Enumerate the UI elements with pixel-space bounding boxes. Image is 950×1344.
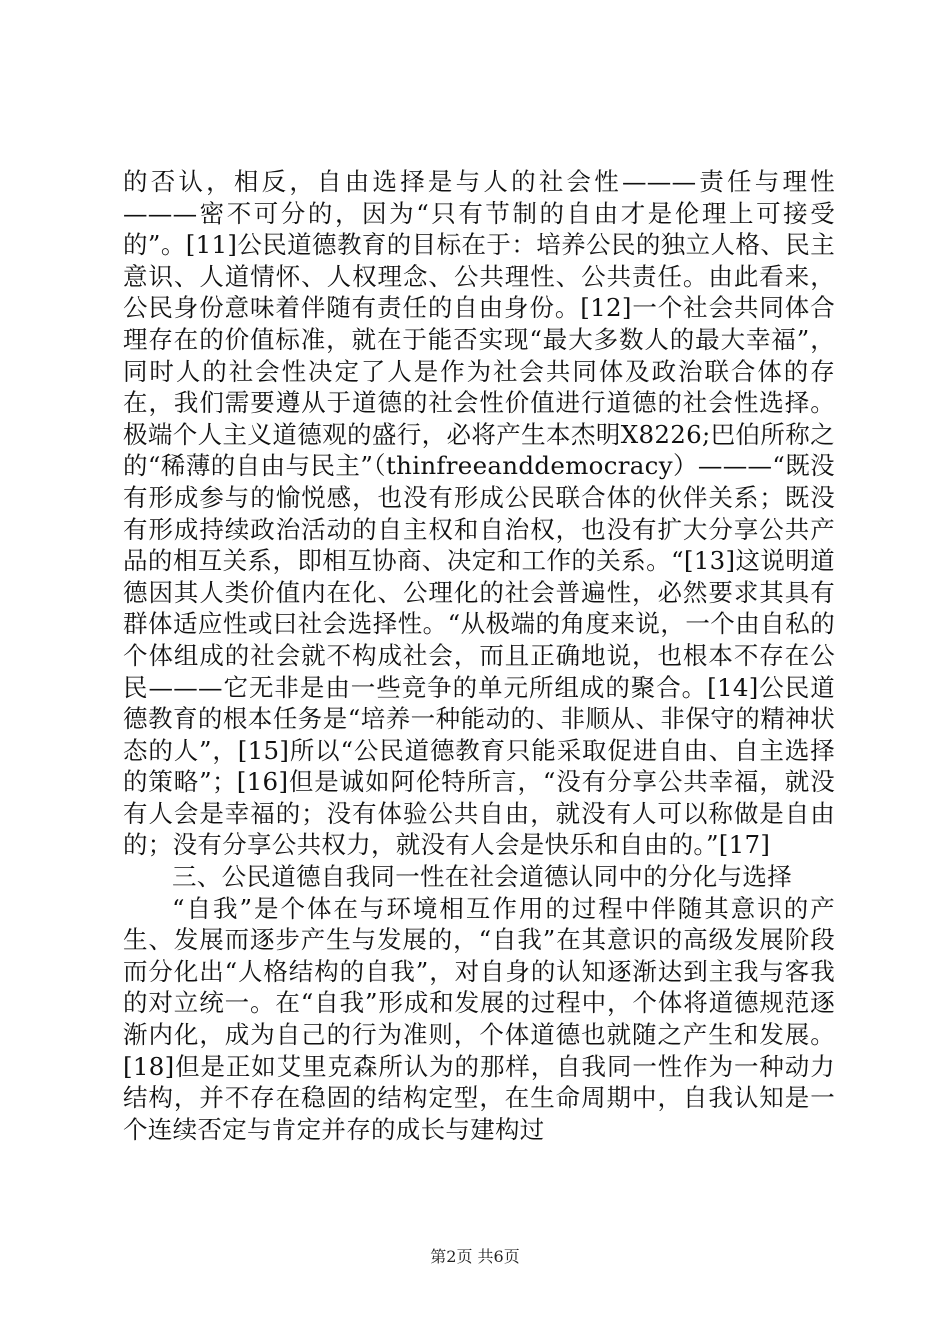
document-body bbox=[123, 166, 835, 1145]
section-heading: 三、公民道德自我同一性在社会道德认同中的分化与选择 bbox=[172, 862, 792, 892]
page-number-footer: 第2页 共6页 bbox=[430, 1247, 520, 1266]
paragraph-continued: 的否认，相反，自由选择是与人的社会性———责任与理性———密不可分的，因为“只有节制的自由才是伦理上可接受的”。[11]公民道德教育的目标在于：培养公民的独立人格、民主意识、人道情怀、人权理念、公共理性、公共责任。由此看来，公民身份意味着伴随有责任的自由身份。[12]一个社会共同体合理存在的价值标准，就在于能否实现“最大多数人的最大幸福”，同时人的社会性决定了人是作为社会共同体及政治联合体的存在，我们需要遵从于道德的社会性价值进行道德的社会性选择。极端个人主义道德观的盛行，必将产生本杰明X8226;巴伯所称之的“稀薄的自由与民主”（thinfreeanddemocracy）———“既没有形成参与的愉悦感，也没有形成公民联合体的伙伴关系；既没有形成持续政治活动的自主权和自治权，也没有扩大分享公共产品的相互关系，即相互协商、决定和工作的关系。“[13]这说明道德因其人类价值内在化、公理化的社会普遍性，必然要求其具有群体适应性或曰社会选择性。“从极端的角度来说，一个由自私的个体组成的社会就不构成社会，而且正确地说，也根本不存在公民———它无非是由一些竞争的单元所组成的聚合。[14]公民道德教育的根本任务是“培养一种能动的、非顺从、非保守的精神状态的人”，[15]所以“公民道德教育只能采取促进自由、自主选择的策略”；[16]但是诚如阿伦特所言，“没有分享公共幸福，就没有人会是幸福的；没有体验公共自由，就没有人可以称做是自由的；没有分享公共权力，就没有人会是快乐和自由的。”[17] bbox=[123, 167, 835, 860]
paragraph: “自我”是个体在与环境相互作用的过程中伴随其意识的产生、发展而逐步产生与发展的，“自我”在其意识的高级发展阶段而分化出“人格结构的自我”，对自身的认知逐渐达到主我与客我的对立统一。在“自我”形成和发展的过程中，个体将道德规范逐渐内化，成为自己的行为准则，个体道德也就随之产生和发展。[18]但是正如艾里克森所认为的那样，自我同一性作为一种动力结构，并不存在稳固的结构定型，在生命周期中，自我认知是一个连续否定与肯定并存的成长与建构过 bbox=[123, 893, 835, 1144]
